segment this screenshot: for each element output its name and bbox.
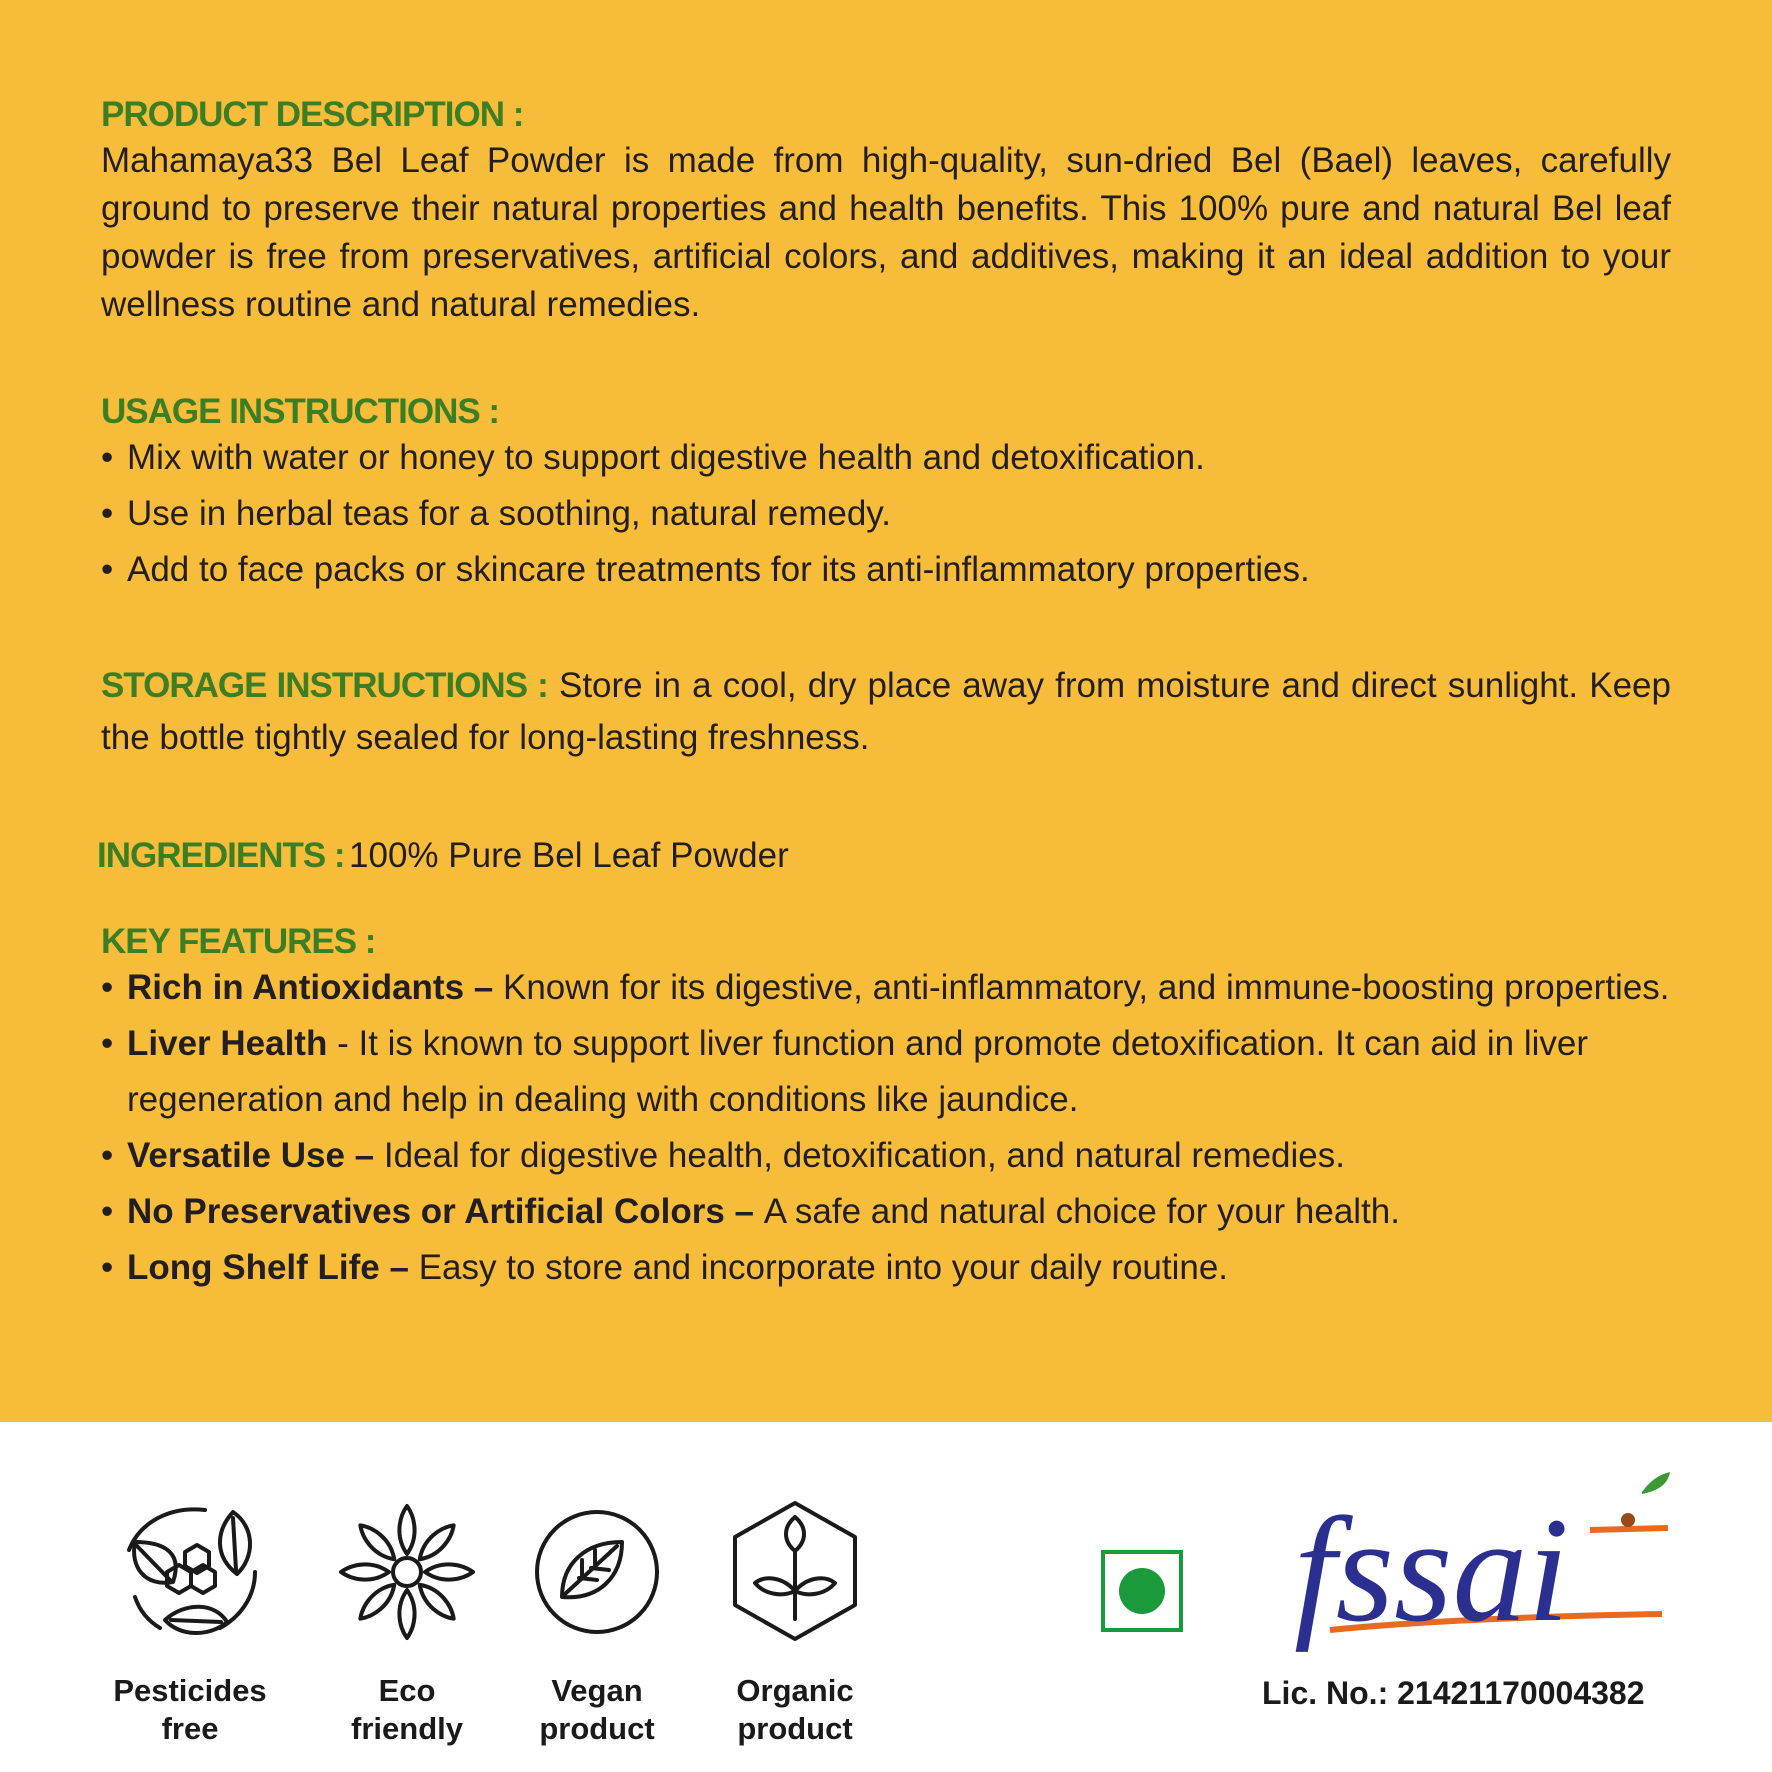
badge-label-line1: Organic	[736, 1673, 854, 1708]
badge-label-line2: product	[737, 1711, 853, 1746]
product-description-section	[101, 95, 1671, 329]
ingredients-heading: INGREDIENTS :	[97, 836, 345, 875]
ingredients-section	[97, 836, 1667, 876]
usage-instructions-section	[101, 392, 1671, 598]
badge-eco-friendly	[327, 1502, 487, 1748]
feature-text: Easy to store and incorporate into your daily routine.	[418, 1248, 1229, 1287]
pesticides-free-icon	[115, 1502, 265, 1642]
list-item: • Versatile Use – Ideal for digestive health, detoxification, and natural remedies.	[101, 1128, 1671, 1184]
organic-product-icon	[725, 1499, 865, 1642]
badge-label-line2: free	[161, 1711, 219, 1746]
feature-title: Long Shelf Life	[127, 1248, 380, 1287]
list-item: • No Preservatives or Artificial Colors – A safe and natural choice for your health.	[101, 1184, 1671, 1240]
list-item: • Add to face packs or skincare treatments for its anti-inflammatory properties.	[101, 542, 1671, 598]
product-description-heading: PRODUCT DESCRIPTION :	[101, 95, 524, 134]
storage-instructions-heading: STORAGE INSTRUCTIONS :	[101, 666, 548, 705]
badge-label-line1: Pesticides	[113, 1673, 267, 1708]
usage-list	[101, 430, 1671, 598]
feature-text: Known for its digestive, anti-inflammatory, and immune-boosting properties.	[502, 968, 1670, 1007]
feature-title: Liver Health	[127, 1024, 328, 1063]
feature-title: Rich in Antioxidants	[127, 968, 465, 1007]
vegetarian-mark-icon	[1101, 1550, 1183, 1632]
badge-label-line1: Eco	[378, 1673, 436, 1708]
fssai-logo	[1290, 1470, 1670, 1660]
key-features-section	[101, 922, 1671, 1296]
badge-label-line2: product	[539, 1711, 655, 1746]
list-item: • Use in herbal teas for a soothing, natural remedy.	[101, 486, 1671, 542]
feature-title: Versatile Use	[127, 1136, 345, 1175]
feature-text: Ideal for digestive health, detoxification, and natural remedies.	[383, 1136, 1345, 1175]
badge-label-line2: friendly	[351, 1711, 463, 1746]
usage-instructions-heading: USAGE INSTRUCTIONS :	[101, 392, 500, 431]
key-features-heading: KEY FEATURES :	[101, 922, 376, 961]
badge-pesticides-free	[100, 1502, 280, 1748]
ingredients-text: 100% Pure Bel Leaf Powder	[349, 836, 789, 875]
license-number: Lic. No.: 21421170004382	[1262, 1675, 1645, 1711]
list-item: • Mix with water or honey to support digestive health and detoxification.	[101, 430, 1671, 486]
feature-title: No Preservatives or Artificial Colors	[127, 1192, 725, 1231]
badge-label-line1: Vegan	[551, 1673, 643, 1708]
badge-vegan-product	[517, 1502, 677, 1748]
list-item: • Liver Health - It is known to support liver function and promote detoxification. It can aid in liver regeneration and help in dealing with conditions like jaundice.	[101, 1016, 1671, 1128]
list-item: • Rich in Antioxidants – Known for its digestive, anti-inflammatory, and immune-boosting properties.	[101, 960, 1671, 1016]
storage-instructions-section	[101, 660, 1671, 764]
vegan-product-icon	[527, 1502, 667, 1642]
key-features-list	[101, 960, 1671, 1296]
eco-friendly-icon	[337, 1502, 477, 1642]
list-item: • Long Shelf Life – Easy to store and incorporate into your daily routine.	[101, 1240, 1671, 1296]
feature-text: It is known to support liver function and promote detoxification. It can aid in liver regeneration and help in dealing with conditions like jaundice.	[127, 1024, 1588, 1119]
badge-organic-product	[715, 1499, 875, 1748]
product-description-text: Mahamaya33 Bel Leaf Powder is made from high-quality, sun-dried Bel (Bael) leaves, carefully ground to preserve their natural properties and health benefits. This 100% pure and natural Bel leaf powder is free from preservatives, artificial colors, and additives, making it an ideal addition to your wellness routine and natural remedies.	[101, 141, 1671, 324]
feature-text: A safe and natural choice for your health.	[763, 1192, 1400, 1231]
storage-instructions-text: Store in a cool, dry place away from moisture and direct sunlight. Keep the bottle tightly sealed for long-lasting freshness.	[101, 666, 1671, 757]
fssai-logo-text: fssai	[1294, 1487, 1570, 1653]
